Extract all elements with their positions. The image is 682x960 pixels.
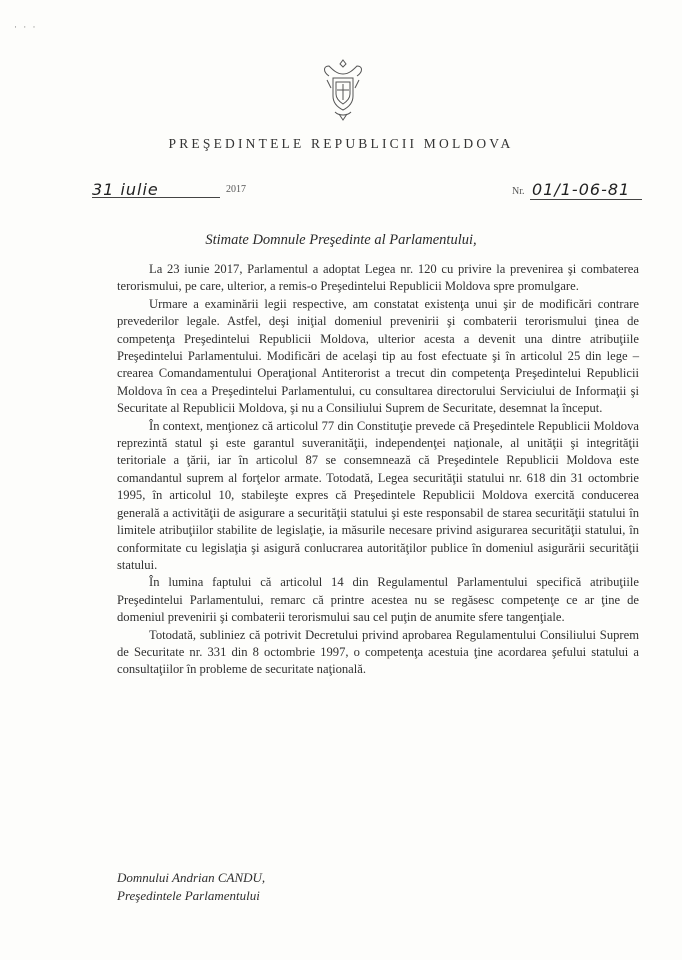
date-underline — [92, 197, 220, 198]
institution-heading: PREŞEDINTELE REPUBLICII MOLDOVA — [168, 136, 514, 151]
reference-prefix: Nr. — [512, 186, 525, 197]
paragraph-1: La 23 iunie 2017, Parlamentul a adoptat Legea nr. 120 cu privire la prevenirea şi combaterea terorismului, pe care, ulterior, a remis-o Preşedintelui Republicii Moldova spre promulgare. — [117, 262, 639, 294]
addressee-title: Preşedintele Parlamentului — [117, 888, 260, 903]
addressee-name: Domnului Andrian CANDU, — [117, 870, 266, 885]
handwritten-date: 31 iulie — [92, 180, 159, 199]
addressee-block — [117, 869, 417, 905]
reference-field — [512, 182, 652, 204]
coat-of-arms-icon — [321, 56, 365, 122]
date-year: 2017 — [226, 184, 246, 195]
paragraph-5: Totodată, subliniez că potrivit Decretului privind aprobarea Regulamentului Consiliului Suprem de Securitate nr. 331 din 8 octombrie 1997, o competenţa acestuia ţine acordarea şefului statului a consultaţiilor în probleme de securitate naţională. — [117, 627, 639, 677]
paragraph-2: Urmare a examinării legii respective, am constatat existenţa unui şir de modificări contrare prevederilor legale. Astfel, deşi iniţial domeniul prevenirii şi combaterii terorismului ţinea de competenţa Preşedintelui Republicii Moldova, ulterior acesta a devenit una dintre atribuţiile Preşedintelui Parlamentului. Modificări de acelaşi tip au fost efectuate şi în articolul 25 din lege – crearea Comandamentului Operaţional Antiterorist a trecut din competenţa Preşedintelui Republicii Moldova în cea a Preşedintelui Parlamentului, cu consultarea directorului Serviciului de Informaţii şi Securitate al Republicii Moldova, şi nu a Consiliului Suprem de Securitate, desemnat la început. — [117, 296, 639, 416]
corner-scan-mark: · · · — [14, 22, 38, 32]
paragraph-4: În lumina faptului că articolul 14 din Regulamentul Parlamentului specifică atribuţiile Preşedintelui Parlamentului, remarc că printre acestea nu se regăsesc competenţe ce ar ţine de domeniul prevenirii şi combaterii terorismului sau cel puţin de anumite sfere tangenţiale. — [117, 575, 639, 625]
salutation: Stimate Domnule Preşedinte al Parlamentului, — [205, 232, 477, 248]
handwritten-reference-number: 01/1-06-81 — [532, 180, 631, 199]
letter-body — [117, 261, 639, 679]
date-field — [92, 180, 270, 202]
paragraph-3: În context, menţionez că articolul 77 din Constituţie prevede că Preşedintele Republicii Moldova reprezintă statul şi este garantul suveranităţii, independenţei naţionale, al unităţii şi integrităţii teritoriale a ţării, iar în articolul 87 se consemnează că Preşedintele Republicii Moldova este comandantul suprem al forţelor armate. Totodată, Legea securităţii statului nr. 618 din 31 octombrie 1995, în articolul 10, stabileşte expres că Preşedintele Republicii Moldova exercită conducerea generală a activităţii de asigurare a securităţii statului şi este responsabil de starea securităţii statului în limitele atribuţiilor stabilite de legislaţie, ia măsurile necesare privind asigurarea securităţii statului, în conformitate cu legislaţia şi asigură conlucrarea autorităţilor publice în domeniul asigurării securităţii statului. — [117, 418, 639, 572]
reference-underline — [530, 199, 642, 200]
